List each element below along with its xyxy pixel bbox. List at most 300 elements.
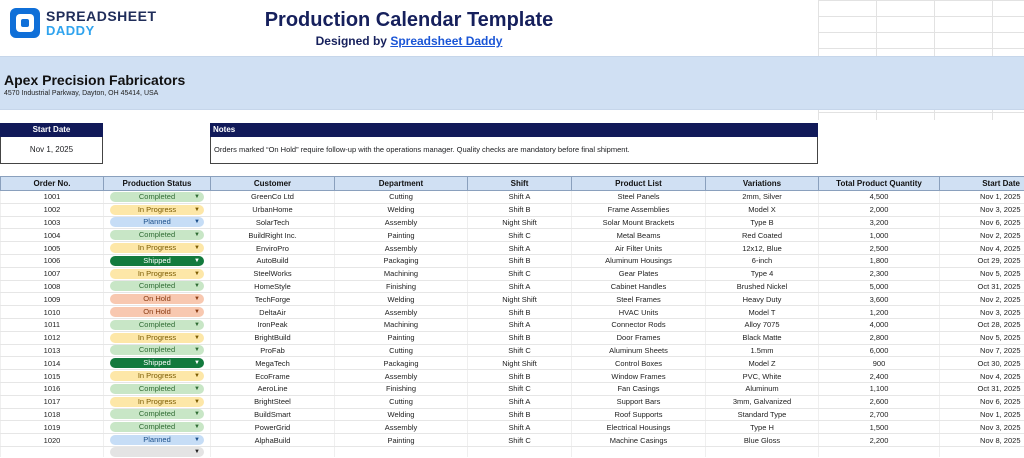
cell-total-product-quantity[interactable]: 2,300 <box>819 267 940 280</box>
status-dropdown[interactable] <box>110 230 204 240</box>
status-dropdown[interactable] <box>110 217 204 227</box>
cell-product-list[interactable]: Aluminum Housings <box>572 254 706 267</box>
table-row <box>1 408 1024 421</box>
chevron-down-icon[interactable]: ▼ <box>194 411 200 418</box>
empty-cell[interactable] <box>819 446 940 457</box>
sheet-header <box>0 0 818 56</box>
cell-start-date[interactable]: Oct 29, 2025 <box>940 254 1024 267</box>
table-row <box>1 242 1024 255</box>
cell-shift[interactable]: Shift B <box>468 203 572 216</box>
cell-product-list[interactable]: Metal Beams <box>572 229 706 242</box>
notes-cell[interactable]: Orders marked “On Hold” require follow-up with the operations manager. Quality checks are mandatory before final shipment. <box>210 137 818 164</box>
cell-production-status[interactable] <box>104 344 211 357</box>
status-label: Completed <box>138 345 176 355</box>
status-dropdown[interactable] <box>110 371 204 381</box>
status-dropdown[interactable] <box>110 358 204 368</box>
table-row <box>1 267 1024 280</box>
cell-total-product-quantity[interactable]: 4,500 <box>819 191 940 204</box>
cell-order-no[interactable]: 1013 <box>1 344 104 357</box>
cell-shift[interactable]: Shift A <box>468 421 572 434</box>
status-label: In Progress <box>137 332 177 342</box>
status-dropdown[interactable] <box>110 307 204 317</box>
column-header-variations[interactable]: Variations <box>706 177 819 191</box>
table-row <box>1 280 1024 293</box>
cell-department[interactable]: Assembly <box>335 242 468 255</box>
cell-production-status[interactable] <box>104 203 211 216</box>
cell-start-date[interactable]: Nov 5, 2025 <box>940 331 1024 344</box>
table-row <box>1 395 1024 408</box>
cell-customer[interactable]: PowerGrid <box>211 421 335 434</box>
cell-production-status[interactable] <box>104 293 211 306</box>
cell-total-product-quantity[interactable]: 2,800 <box>819 331 940 344</box>
column-header-start-date[interactable]: Start Date <box>940 177 1024 191</box>
status-dropdown[interactable] <box>110 409 204 419</box>
status-dropdown[interactable] <box>110 345 204 355</box>
column-header-product-list[interactable]: Product List <box>572 177 706 191</box>
cell-production-status[interactable] <box>104 280 211 293</box>
empty-cell[interactable] <box>572 446 706 457</box>
status-label: Completed <box>138 281 176 291</box>
table-row <box>1 306 1024 319</box>
cell-department[interactable]: Welding <box>335 293 468 306</box>
cell-department[interactable]: Assembly <box>335 216 468 229</box>
column-header-customer[interactable]: Customer <box>211 177 335 191</box>
cell-variations[interactable]: 6-inch <box>706 254 819 267</box>
table-body <box>1 191 1024 457</box>
status-label: Planned <box>143 217 171 227</box>
cell-shift[interactable]: Shift A <box>468 242 572 255</box>
empty-cell[interactable] <box>1 446 104 457</box>
cell-production-status[interactable] <box>104 408 211 421</box>
table-row <box>1 203 1024 216</box>
production-table <box>0 176 1024 457</box>
chevron-down-icon[interactable]: ▼ <box>194 245 200 252</box>
cell-shift[interactable]: Shift C <box>468 344 572 357</box>
cell-production-status[interactable] <box>104 357 211 370</box>
cell-total-product-quantity[interactable]: 2,400 <box>819 370 940 383</box>
cell-customer[interactable]: BrightBuild <box>211 331 335 344</box>
cell-order-no[interactable]: 1014 <box>1 357 104 370</box>
cell-department[interactable]: Cutting <box>335 395 468 408</box>
status-dropdown[interactable] <box>110 243 204 253</box>
cell-total-product-quantity[interactable]: 3,600 <box>819 293 940 306</box>
cell-production-status[interactable] <box>104 306 211 319</box>
cell-start-date[interactable]: Nov 3, 2025 <box>940 306 1024 319</box>
cell-shift[interactable]: Shift B <box>468 408 572 421</box>
cell-variations[interactable]: Model X <box>706 203 819 216</box>
cell-production-status[interactable] <box>104 318 211 331</box>
cell-order-no[interactable]: 1012 <box>1 331 104 344</box>
cell-customer[interactable]: EcoFrame <box>211 370 335 383</box>
chevron-down-icon[interactable]: ▼ <box>194 334 200 341</box>
cell-start-date[interactable]: Nov 3, 2025 <box>940 203 1024 216</box>
cell-customer[interactable]: UrbanHome <box>211 203 335 216</box>
start-date-header: Start Date <box>0 123 103 137</box>
cell-total-product-quantity[interactable]: 2,000 <box>819 203 940 216</box>
cell-total-product-quantity[interactable]: 2,600 <box>819 395 940 408</box>
cell-production-status[interactable] <box>104 254 211 267</box>
cell-start-date[interactable]: Nov 6, 2025 <box>940 395 1024 408</box>
cell-variations[interactable]: Type H <box>706 421 819 434</box>
cell-order-no[interactable]: 1011 <box>1 318 104 331</box>
chevron-down-icon[interactable]: ▼ <box>194 309 200 316</box>
cell-total-product-quantity[interactable]: 2,500 <box>819 242 940 255</box>
cell-start-date[interactable]: Nov 1, 2025 <box>940 191 1024 204</box>
cell-product-list[interactable]: Machine Casings <box>572 434 706 447</box>
cell-product-list[interactable]: Aluminum Sheets <box>572 344 706 357</box>
table-row <box>1 191 1024 204</box>
cell-department[interactable]: Cutting <box>335 191 468 204</box>
empty-cell[interactable] <box>335 446 468 457</box>
company-address[interactable]: 4570 Industrial Parkway, Dayton, OH 45414, USA <box>4 90 159 97</box>
cell-order-no[interactable]: 1002 <box>1 203 104 216</box>
chevron-down-icon[interactable]: ▼ <box>194 437 200 444</box>
empty-row <box>1 446 1024 457</box>
cell-shift[interactable]: Shift A <box>468 191 572 204</box>
cell-order-no[interactable]: 1015 <box>1 370 104 383</box>
status-dropdown[interactable] <box>110 256 204 266</box>
cell-variations[interactable]: Brushed Nickel <box>706 280 819 293</box>
cell-order-no[interactable]: 1007 <box>1 267 104 280</box>
cell-product-list[interactable]: Air Filter Units <box>572 242 706 255</box>
chevron-down-icon[interactable]: ▼ <box>194 257 200 264</box>
cell-start-date[interactable]: Nov 8, 2025 <box>940 434 1024 447</box>
chevron-down-icon[interactable]: ▼ <box>194 360 200 367</box>
cell-start-date[interactable]: Nov 1, 2025 <box>940 408 1024 421</box>
cell-variations[interactable]: Aluminum <box>706 382 819 395</box>
cell-total-product-quantity[interactable]: 900 <box>819 357 940 370</box>
cell-department[interactable]: Assembly <box>335 421 468 434</box>
status-dropdown[interactable] <box>110 294 204 304</box>
status-label: In Progress <box>137 268 177 278</box>
chevron-down-icon[interactable]: ▼ <box>194 398 200 405</box>
cell-production-status[interactable] <box>104 229 211 242</box>
cell-start-date[interactable]: Nov 2, 2025 <box>940 293 1024 306</box>
cell-start-date[interactable]: Oct 31, 2025 <box>940 280 1024 293</box>
cell-production-status[interactable] <box>104 370 211 383</box>
page-title: Production Calendar Template <box>264 9 554 31</box>
cell-production-status[interactable] <box>104 331 211 344</box>
cell-customer[interactable]: DeltaAir <box>211 306 335 319</box>
table-row <box>1 421 1024 434</box>
status-label: Shipped <box>143 358 171 368</box>
cell-total-product-quantity[interactable]: 6,000 <box>819 344 940 357</box>
cell-total-product-quantity[interactable]: 1,800 <box>819 254 940 267</box>
cell-shift[interactable]: Night Shift <box>468 357 572 370</box>
cell-department[interactable]: Finishing <box>335 280 468 293</box>
column-header-order-no[interactable]: Order No. <box>1 177 104 191</box>
cell-customer[interactable]: AlphaBuild <box>211 434 335 447</box>
cell-product-list[interactable]: Gear Plates <box>572 267 706 280</box>
cell-customer[interactable]: EnviroPro <box>211 242 335 255</box>
cell-customer[interactable]: MegaTech <box>211 357 335 370</box>
cell-shift[interactable]: Shift C <box>468 382 572 395</box>
status-label: Planned <box>143 435 171 445</box>
cell-product-list[interactable]: Frame Assemblies <box>572 203 706 216</box>
cell-shift[interactable]: Shift B <box>468 370 572 383</box>
chevron-down-icon[interactable]: ▼ <box>194 283 200 290</box>
cell-production-status[interactable] <box>104 191 211 204</box>
status-label: In Progress <box>137 204 177 214</box>
cell-product-list[interactable]: Support Bars <box>572 395 706 408</box>
cell-variations[interactable]: Model Z <box>706 357 819 370</box>
cell-variations[interactable]: PVC, White <box>706 370 819 383</box>
cell-shift[interactable]: Shift C <box>468 229 572 242</box>
cell-start-date[interactable]: Oct 28, 2025 <box>940 318 1024 331</box>
status-dropdown[interactable] <box>110 422 204 432</box>
page-subtitle <box>200 34 618 48</box>
empty-cell[interactable] <box>706 446 819 457</box>
cell-total-product-quantity[interactable]: 4,000 <box>819 318 940 331</box>
cell-department[interactable]: Painting <box>335 434 468 447</box>
column-header-total-product-quantity[interactable]: Total Product Quantity <box>819 177 940 191</box>
status-dropdown[interactable] <box>110 447 204 457</box>
cell-department[interactable]: Finishing <box>335 382 468 395</box>
cell-production-status[interactable] <box>104 382 211 395</box>
cell-production-status[interactable] <box>104 216 211 229</box>
cell-product-list[interactable]: Steel Panels <box>572 191 706 204</box>
chevron-down-icon[interactable]: ▼ <box>194 296 200 303</box>
cell-department[interactable]: Machining <box>335 267 468 280</box>
cell-total-product-quantity[interactable]: 1,000 <box>819 229 940 242</box>
cell-production-status[interactable] <box>104 421 211 434</box>
status-label: Completed <box>138 383 176 393</box>
cell-shift[interactable]: Night Shift <box>468 216 572 229</box>
status-dropdown[interactable] <box>110 384 204 394</box>
cell-total-product-quantity[interactable]: 3,200 <box>819 216 940 229</box>
cell-total-product-quantity[interactable]: 5,000 <box>819 280 940 293</box>
cell-variations[interactable]: Blue Gloss <box>706 434 819 447</box>
status-label: Shipped <box>143 255 171 265</box>
cell-customer[interactable]: SolarTech <box>211 216 335 229</box>
cell-order-no[interactable]: 1017 <box>1 395 104 408</box>
table-row <box>1 254 1024 267</box>
status-label: Completed <box>138 191 176 201</box>
cell-variations[interactable]: Alloy 7075 <box>706 318 819 331</box>
cell-product-list[interactable]: Steel Frames <box>572 293 706 306</box>
status-dropdown[interactable] <box>110 281 204 291</box>
cell-shift[interactable]: Shift B <box>468 254 572 267</box>
table-row <box>1 357 1024 370</box>
cell-total-product-quantity[interactable]: 1,100 <box>819 382 940 395</box>
status-label: In Progress <box>137 396 177 406</box>
table-row <box>1 382 1024 395</box>
cell-order-no[interactable]: 1019 <box>1 421 104 434</box>
cell-production-status[interactable] <box>104 434 211 447</box>
cell-shift[interactable]: Shift C <box>468 434 572 447</box>
logo-line-1: SPREADSHEET <box>46 8 157 24</box>
cell-variations[interactable]: 1.5mm <box>706 344 819 357</box>
cell-department[interactable]: Packaging <box>335 357 468 370</box>
cell-production-status[interactable] <box>104 242 211 255</box>
status-label: Completed <box>138 422 176 432</box>
cell-order-no[interactable]: 1016 <box>1 382 104 395</box>
designer-link[interactable]: Spreadsheet Daddy <box>390 34 503 48</box>
chevron-down-icon[interactable]: ▼ <box>194 424 200 431</box>
cell-order-no[interactable]: 1018 <box>1 408 104 421</box>
status-label: Completed <box>138 319 176 329</box>
cell-department[interactable]: Cutting <box>335 344 468 357</box>
status-label: In Progress <box>137 371 177 381</box>
chevron-down-icon[interactable]: ▼ <box>194 448 200 455</box>
cell-product-list[interactable]: Connector Rods <box>572 318 706 331</box>
status-label: On Hold <box>143 307 171 317</box>
status-dropdown[interactable] <box>110 435 204 445</box>
empty-cell[interactable] <box>940 446 1024 457</box>
cell-total-product-quantity[interactable]: 1,500 <box>819 421 940 434</box>
cell-variations[interactable]: Heavy Duty <box>706 293 819 306</box>
empty-cell[interactable] <box>468 446 572 457</box>
table-row <box>1 293 1024 306</box>
cell-product-list[interactable]: Window Frames <box>572 370 706 383</box>
cell-product-list[interactable]: Fan Casings <box>572 382 706 395</box>
cell-product-list[interactable]: Electrical Housings <box>572 421 706 434</box>
chevron-down-icon[interactable]: ▼ <box>194 193 200 200</box>
cell-order-no[interactable]: 1004 <box>1 229 104 242</box>
status-label: In Progress <box>137 243 177 253</box>
start-date-cell[interactable]: Nov 1, 2025 <box>0 137 103 164</box>
status-label: Completed <box>138 409 176 419</box>
table-row <box>1 216 1024 229</box>
cell-customer[interactable]: SteelWorks <box>211 267 335 280</box>
cell-department[interactable]: Painting <box>335 229 468 242</box>
chevron-down-icon[interactable]: ▼ <box>194 321 200 328</box>
chevron-down-icon[interactable]: ▼ <box>194 347 200 354</box>
cell-variations[interactable]: Red Coated <box>706 229 819 242</box>
brand-logo <box>10 8 157 38</box>
cell-department[interactable]: Assembly <box>335 370 468 383</box>
cell-variations[interactable]: Type B <box>706 216 819 229</box>
cell-order-no[interactable]: 1010 <box>1 306 104 319</box>
cell-start-date[interactable]: Oct 31, 2025 <box>940 382 1024 395</box>
cell-shift[interactable]: Shift B <box>468 331 572 344</box>
cell-shift[interactable]: Shift A <box>468 395 572 408</box>
cell-order-no[interactable]: 1009 <box>1 293 104 306</box>
chevron-down-icon[interactable]: ▼ <box>194 206 200 213</box>
table-row <box>1 331 1024 344</box>
cell-department[interactable]: Machining <box>335 318 468 331</box>
cell-product-list[interactable]: Control Boxes <box>572 357 706 370</box>
status-dropdown[interactable] <box>110 269 204 279</box>
cell-shift[interactable]: Shift B <box>468 306 572 319</box>
cell-start-date[interactable]: Nov 7, 2025 <box>940 344 1024 357</box>
cell-product-list[interactable]: Door Frames <box>572 331 706 344</box>
table-header-row <box>1 177 1024 191</box>
subtitle-prefix: Designed by <box>315 34 387 48</box>
cell-department[interactable]: Assembly <box>335 306 468 319</box>
chevron-down-icon[interactable]: ▼ <box>194 219 200 226</box>
cell-variations[interactable]: 12x12, Blue <box>706 242 819 255</box>
status-label: Completed <box>138 230 176 240</box>
table-row <box>1 229 1024 242</box>
cell-shift[interactable]: Shift A <box>468 318 572 331</box>
cell-customer[interactable]: TechForge <box>211 293 335 306</box>
column-header-production-status[interactable]: Production Status <box>104 177 211 191</box>
status-dropdown[interactable] <box>110 333 204 343</box>
cell-total-product-quantity[interactable]: 2,200 <box>819 434 940 447</box>
cell-variations[interactable]: Black Matte <box>706 331 819 344</box>
cell-start-date[interactable]: Nov 2, 2025 <box>940 229 1024 242</box>
cell-order-no[interactable]: 1006 <box>1 254 104 267</box>
company-banner <box>0 56 1024 110</box>
cell-department[interactable]: Packaging <box>335 254 468 267</box>
status-dropdown[interactable] <box>110 320 204 330</box>
cell-start-date[interactable]: Nov 5, 2025 <box>940 267 1024 280</box>
cell-customer[interactable]: HomeStyle <box>211 280 335 293</box>
column-header-department[interactable]: Department <box>335 177 468 191</box>
chevron-down-icon[interactable]: ▼ <box>194 270 200 277</box>
cell-production-status[interactable] <box>104 267 211 280</box>
cell-variations[interactable]: 2mm, Silver <box>706 191 819 204</box>
cell-customer[interactable]: AeroLine <box>211 382 335 395</box>
cell-customer[interactable]: AutoBuild <box>211 254 335 267</box>
cell-order-no[interactable]: 1003 <box>1 216 104 229</box>
cell-order-no[interactable]: 1001 <box>1 191 104 204</box>
cell-customer[interactable]: BuildSmart <box>211 408 335 421</box>
status-dropdown[interactable] <box>110 192 204 202</box>
cell-start-date[interactable]: Oct 30, 2025 <box>940 357 1024 370</box>
cell-customer[interactable]: IronPeak <box>211 318 335 331</box>
logo-line-2: DADDY <box>46 23 95 38</box>
cell-production-status[interactable] <box>104 395 211 408</box>
cell-start-date[interactable]: Nov 4, 2025 <box>940 242 1024 255</box>
cell-customer[interactable]: BuildRight Inc. <box>211 229 335 242</box>
empty-cell[interactable] <box>211 446 335 457</box>
cell-start-date[interactable]: Nov 6, 2025 <box>940 216 1024 229</box>
cell-order-no[interactable]: 1008 <box>1 280 104 293</box>
cell-variations[interactable]: Model T <box>706 306 819 319</box>
company-name[interactable]: Apex Precision Fabricators <box>4 72 186 88</box>
cell-shift[interactable]: Shift C <box>468 267 572 280</box>
cell-product-list[interactable]: Solar Mount Brackets <box>572 216 706 229</box>
status-dropdown[interactable] <box>110 397 204 407</box>
cell-product-list[interactable]: Cabinet Handles <box>572 280 706 293</box>
cell-department[interactable]: Welding <box>335 408 468 421</box>
cell-total-product-quantity[interactable]: 2,700 <box>819 408 940 421</box>
cell-customer[interactable]: GreenCo Ltd <box>211 191 335 204</box>
cell-department[interactable]: Welding <box>335 203 468 216</box>
cell-variations[interactable]: Standard Type <box>706 408 819 421</box>
cell-product-list[interactable]: Roof Supports <box>572 408 706 421</box>
column-header-shift[interactable]: Shift <box>468 177 572 191</box>
chevron-down-icon[interactable]: ▼ <box>194 373 200 380</box>
cell-department[interactable]: Painting <box>335 331 468 344</box>
cell-shift[interactable]: Shift A <box>468 280 572 293</box>
cell-variations[interactable]: Type 4 <box>706 267 819 280</box>
cell-shift[interactable]: Night Shift <box>468 293 572 306</box>
chevron-down-icon[interactable]: ▼ <box>194 385 200 392</box>
table-row <box>1 344 1024 357</box>
spreadsheet-daddy-logo-icon <box>10 8 40 38</box>
cell-customer[interactable]: BrightSteel <box>211 395 335 408</box>
cell-order-no[interactable]: 1005 <box>1 242 104 255</box>
cell-product-list[interactable]: HVAC Units <box>572 306 706 319</box>
cell-start-date[interactable]: Nov 3, 2025 <box>940 421 1024 434</box>
empty-cell[interactable] <box>104 446 211 457</box>
table-row <box>1 434 1024 447</box>
table-row <box>1 370 1024 383</box>
table-row <box>1 318 1024 331</box>
status-label: On Hold <box>143 294 171 304</box>
notes-header: Notes <box>210 123 818 137</box>
cell-variations[interactable]: 3mm, Galvanized <box>706 395 819 408</box>
cell-customer[interactable]: ProFab <box>211 344 335 357</box>
chevron-down-icon[interactable]: ▼ <box>194 232 200 239</box>
cell-order-no[interactable]: 1020 <box>1 434 104 447</box>
cell-total-product-quantity[interactable]: 1,200 <box>819 306 940 319</box>
status-dropdown[interactable] <box>110 205 204 215</box>
cell-start-date[interactable]: Nov 4, 2025 <box>940 370 1024 383</box>
